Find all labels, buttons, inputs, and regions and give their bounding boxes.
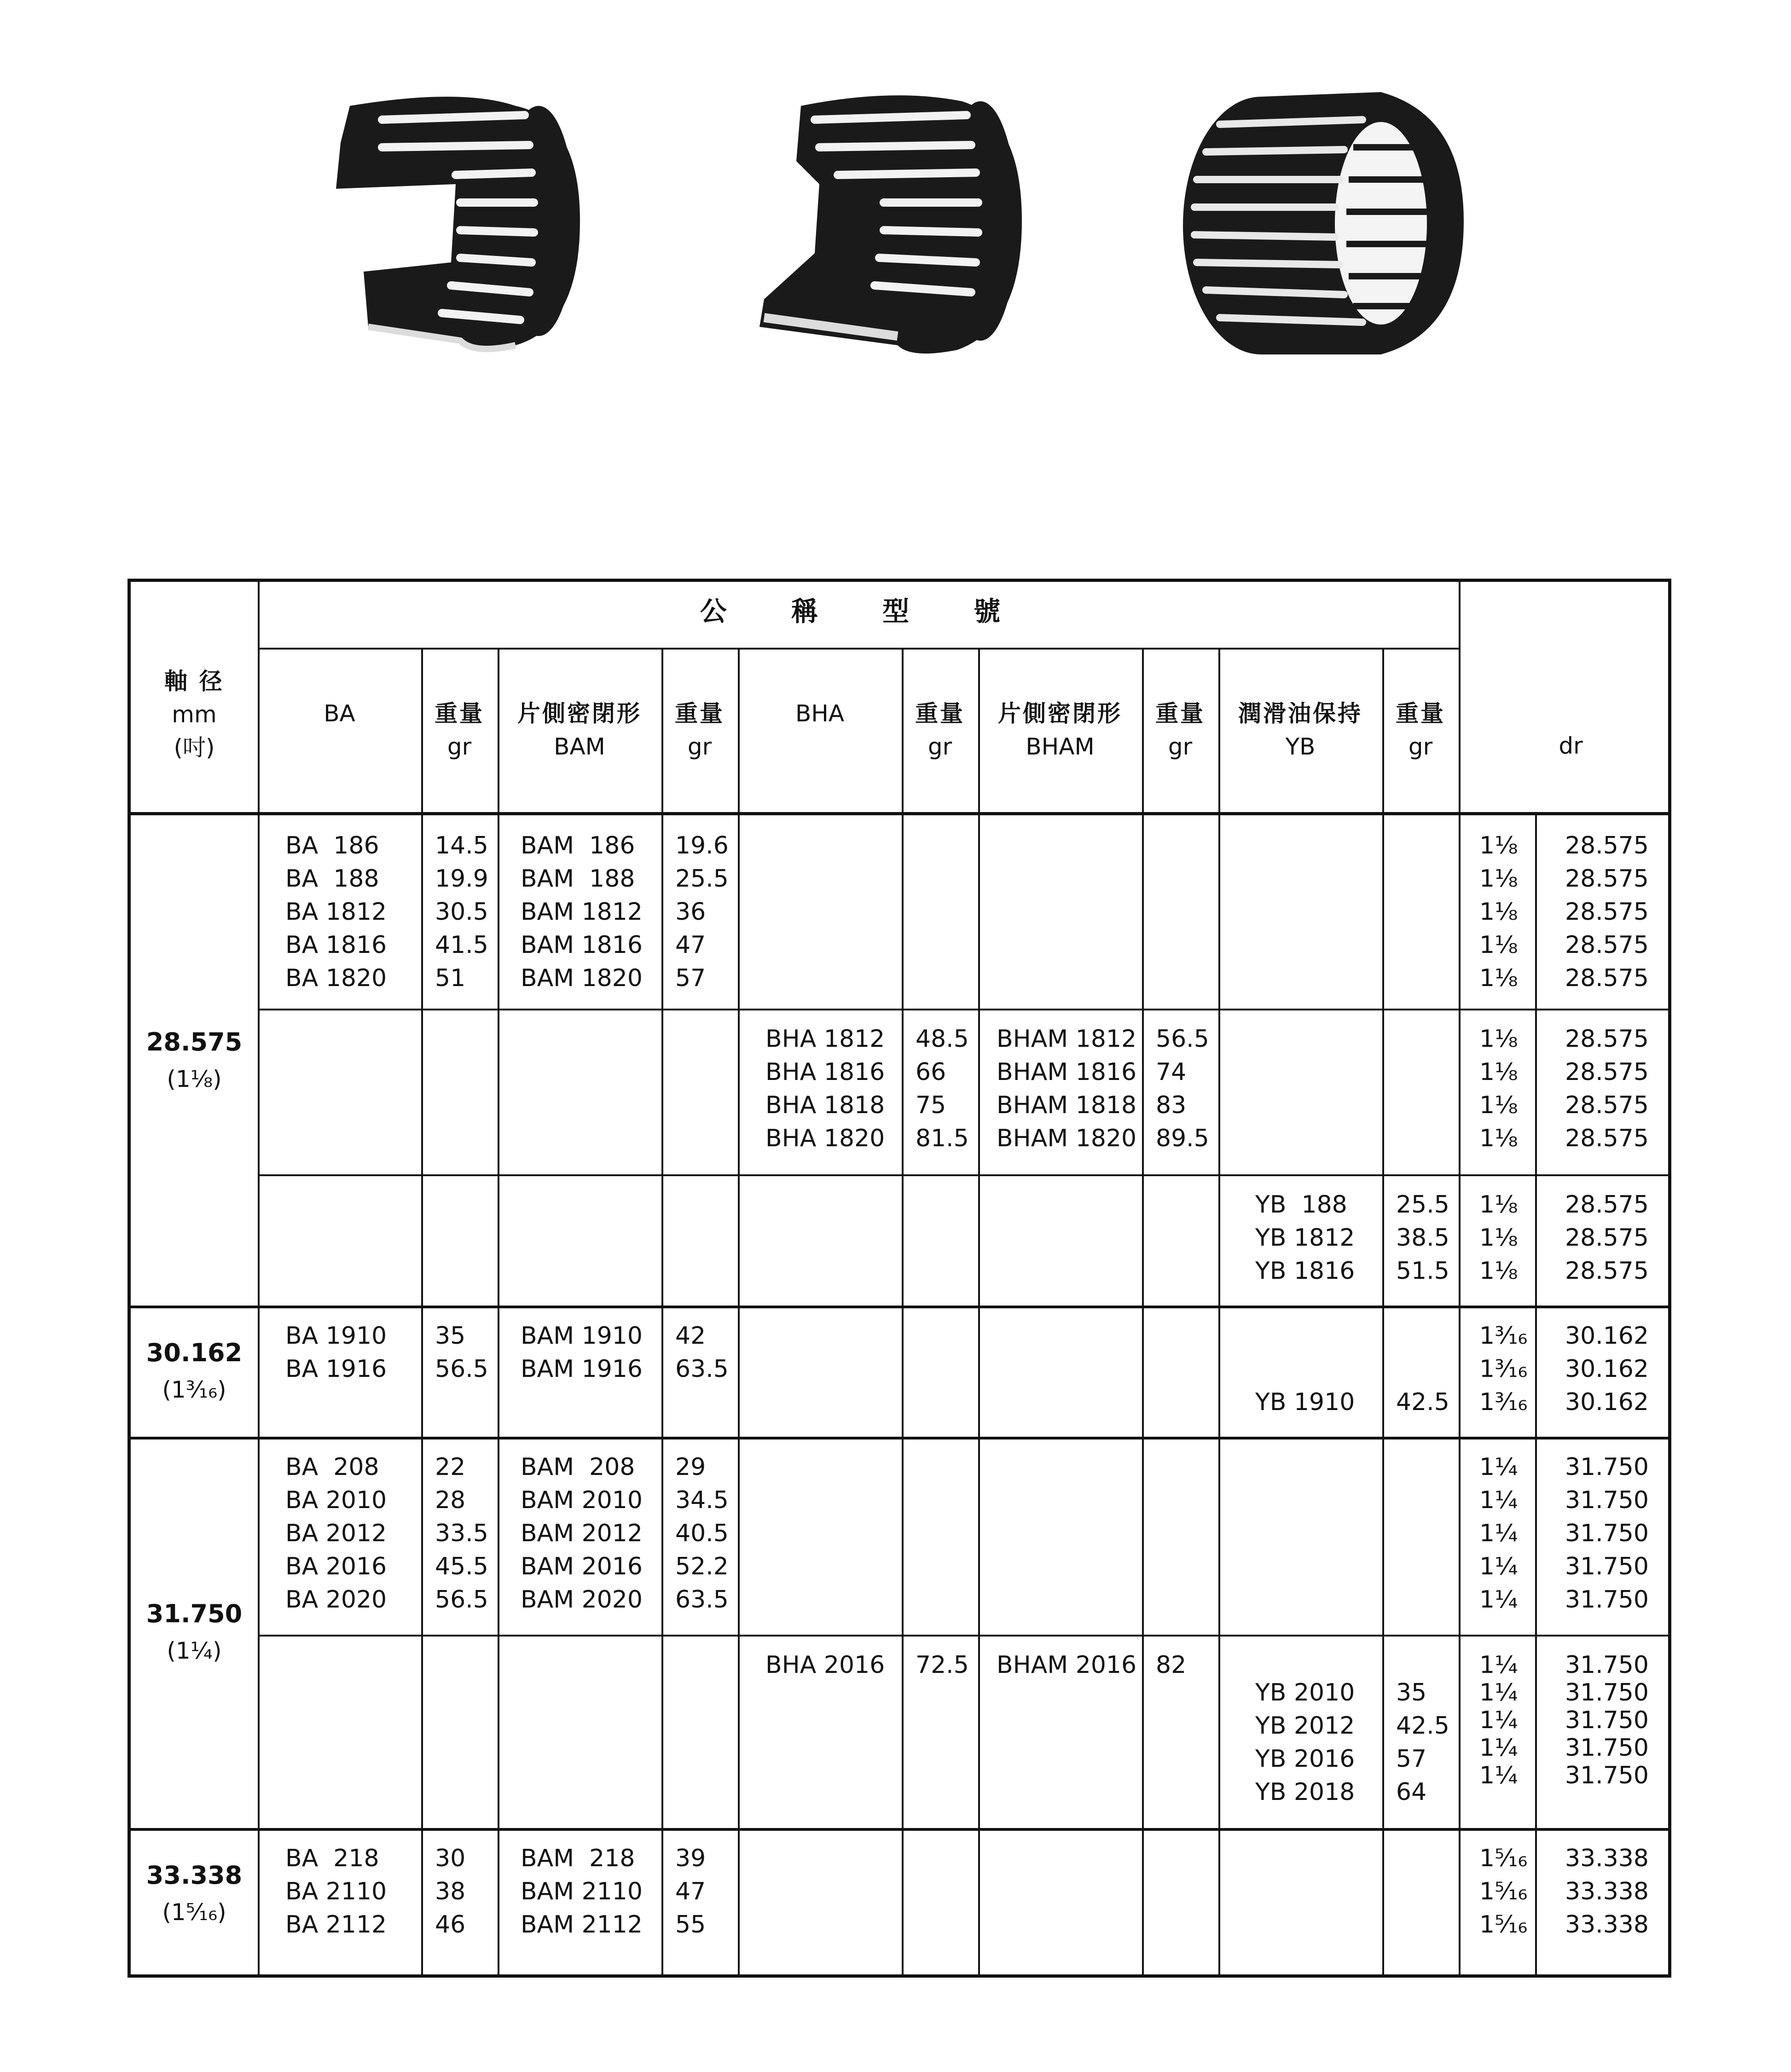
table-rule	[131, 1828, 1668, 1831]
yb-weight-cell	[1396, 1188, 1449, 1288]
cell-line: 28.575	[1565, 1125, 1649, 1152]
cell-line: 57	[1396, 1745, 1427, 1773]
cell-line: 1¼	[1479, 1553, 1518, 1580]
table-rule	[1459, 582, 1461, 1977]
dr-inch-cell	[1479, 829, 1518, 995]
cell-line: 29	[675, 1453, 706, 1481]
ba-cell	[285, 1842, 387, 1941]
cell-line: 1⅛	[1479, 931, 1518, 959]
cell-line: BAM 1916	[521, 1355, 643, 1383]
retainer-bearing-image	[1169, 69, 1464, 368]
dr-inch-cell	[1479, 1648, 1518, 1787]
cell-line: 1⁵⁄₁₆	[1479, 1845, 1528, 1872]
bha-cell	[765, 1648, 885, 1682]
cell-line: YB 2018	[1255, 1778, 1355, 1806]
cell-line: BAM 2112	[521, 1911, 643, 1939]
cell-line: 42.5	[1396, 1388, 1449, 1416]
ba-cell	[285, 1451, 387, 1616]
cell-line: YB 2010	[1255, 1679, 1355, 1706]
cell-line: 51.5	[1396, 1257, 1449, 1285]
shaft-diameter-inch: (1¼)	[167, 1637, 222, 1664]
column-header-bottom: BHAM	[1026, 733, 1095, 760]
cell-line: 40.5	[675, 1520, 729, 1547]
cell-line: 56.5	[435, 1586, 488, 1613]
table-rule	[738, 648, 740, 1977]
cell-line: BAM 2110	[521, 1878, 643, 1905]
cell-line: 28.575	[1565, 1058, 1649, 1086]
cell-line: 1⁵⁄₁₆	[1479, 1878, 1528, 1905]
cell-line: 31.750	[1565, 1586, 1649, 1613]
dr-header: dr	[1559, 732, 1583, 759]
column-header	[978, 697, 1142, 763]
cell-line: BAM 208	[521, 1453, 635, 1481]
table-rule	[978, 648, 980, 1977]
cell-line: BAM 2020	[521, 1586, 643, 1613]
cell-line: 56.5	[435, 1355, 488, 1383]
yb-weight-cell	[1396, 1676, 1449, 1809]
cell-line: 31.750	[1565, 1453, 1649, 1481]
ba-cell	[285, 829, 387, 995]
cell-line: 1³⁄₁₆	[1479, 1388, 1528, 1416]
cell-line: BHA 2016	[765, 1651, 885, 1679]
cell-line: 1⅛	[1479, 1025, 1518, 1053]
yb-cell	[1255, 1386, 1355, 1419]
bam-cell	[521, 1842, 643, 1941]
cell-line: 1¼	[1479, 1651, 1518, 1679]
table-rule	[1142, 648, 1144, 1977]
cell-line: 1⁵⁄₁₆	[1479, 1911, 1528, 1939]
shaft-header-label: 軸 径	[164, 668, 224, 695]
cell-line: 1⅛	[1479, 865, 1518, 893]
cell-line: BAM 2012	[521, 1520, 643, 1547]
cell-line: 57	[675, 964, 706, 992]
bam-cell	[521, 1451, 643, 1616]
cell-line: BHA 1818	[765, 1091, 885, 1119]
cell-line: 1⅛	[1479, 964, 1518, 992]
shaft-header-inch: (吋)	[174, 734, 215, 761]
column-header	[902, 697, 978, 763]
cell-line: 1¼	[1479, 1586, 1518, 1613]
cell-line: BA 1910	[285, 1322, 387, 1350]
cell-line: 38	[435, 1878, 466, 1905]
cell-line: 64	[1396, 1778, 1427, 1806]
cell-line: BHAM 1818	[997, 1091, 1137, 1119]
cell-line: 22	[435, 1453, 466, 1481]
cell-line: 30.162	[1565, 1355, 1649, 1383]
column-header-bottom: BHA	[795, 700, 845, 727]
cell-line: 1⅛	[1479, 1257, 1518, 1285]
shaft-diameter-inch: (1³⁄₁₆)	[162, 1376, 226, 1403]
yb-cell	[1255, 1188, 1355, 1288]
cell-line: 19.6	[675, 832, 729, 859]
ba-weight-cell	[435, 1319, 488, 1386]
cell-line: 72.5	[916, 1651, 969, 1679]
cell-line: 28.575	[1565, 898, 1649, 926]
table-rule	[902, 648, 904, 1977]
dr-inch-cell	[1479, 1188, 1518, 1288]
column-header-top: 重量	[435, 700, 484, 727]
cell-line: BA 2020	[285, 1586, 387, 1613]
cell-line: YB 1812	[1255, 1224, 1355, 1252]
bam-cell	[521, 1319, 643, 1386]
cell-line: 30	[435, 1845, 466, 1872]
bam-weight-cell	[675, 829, 729, 995]
column-header	[258, 697, 421, 730]
dr-inch-cell	[1479, 1022, 1518, 1155]
table-rule	[131, 812, 1668, 815]
cell-line: BAM 2016	[521, 1553, 643, 1580]
dr-mm-cell	[1565, 1022, 1649, 1155]
cell-line: 31.750	[1565, 1553, 1649, 1580]
table-rule	[1218, 648, 1220, 1977]
ba-cell	[285, 1319, 387, 1386]
table-rule	[258, 582, 260, 1977]
cell-line: 81.5	[916, 1125, 969, 1152]
dr-mm-cell	[1565, 1451, 1649, 1616]
dr-inch-cell	[1479, 1842, 1527, 1941]
cell-line: 33.338	[1565, 1911, 1649, 1939]
cell-line: BA 2110	[285, 1878, 387, 1905]
dr-inch-cell	[1479, 1319, 1527, 1419]
specification-table	[128, 579, 1671, 1978]
cell-line: 28.575	[1565, 931, 1649, 959]
cell-line: 47	[675, 1878, 706, 1905]
shaft-diameter	[131, 1857, 258, 1931]
cell-line: 14.5	[435, 832, 488, 859]
cell-line: BAM 218	[521, 1845, 635, 1872]
bham-cell	[997, 1648, 1136, 1682]
cell-line: 36	[675, 898, 706, 926]
cell-line: YB 1816	[1255, 1257, 1355, 1285]
bha-weight-cell	[916, 1022, 969, 1155]
cell-line: 28.575	[1565, 964, 1649, 992]
column-header-top: 片側密閉形	[998, 700, 1122, 727]
cell-line: BAM 188	[521, 865, 635, 893]
column-header-bottom: BAM	[554, 733, 605, 760]
cell-line: 28.575	[1565, 1224, 1649, 1252]
column-header-bottom: YB	[1285, 733, 1316, 760]
cell-line: BAM 1812	[521, 898, 643, 926]
cell-line: 30.162	[1565, 1322, 1649, 1350]
table-rule	[661, 648, 663, 1977]
cell-line: 1⅛	[1479, 1191, 1518, 1219]
shaft-diameter	[131, 1335, 258, 1408]
table-rule	[258, 1635, 1668, 1637]
cell-line: 30.5	[435, 898, 488, 926]
cell-line: 42	[675, 1322, 706, 1350]
cell-line: BHAM 2016	[997, 1651, 1137, 1679]
cell-line: 1⅛	[1479, 832, 1518, 859]
dr-mm-cell	[1565, 1188, 1649, 1288]
cell-line: 31.750	[1565, 1706, 1649, 1734]
dr-mm-cell	[1565, 1648, 1649, 1787]
column-header-bottom: gr	[1408, 733, 1433, 760]
cell-line: YB 2012	[1255, 1712, 1355, 1740]
cell-line: 25.5	[675, 865, 729, 893]
shaft-diameter-mm: 33.338	[146, 1860, 243, 1890]
cell-line: BA 2016	[285, 1553, 387, 1580]
cell-line: BA 1816	[285, 931, 387, 959]
cell-line: 52.2	[675, 1553, 729, 1580]
cell-line: 28.575	[1565, 1257, 1649, 1285]
cell-line: BHA 1820	[765, 1125, 885, 1152]
ba-weight-cell	[435, 829, 488, 995]
cell-line: BA 186	[285, 832, 379, 859]
cell-line: 55	[675, 1911, 706, 1939]
bearing-images	[0, 0, 1791, 414]
column-header-bottom: gr	[447, 733, 472, 760]
cell-line: 25.5	[1396, 1191, 1449, 1219]
table-rule	[1382, 648, 1384, 1977]
cell-line: BA 218	[285, 1845, 379, 1872]
cell-line: 1¼	[1479, 1679, 1518, 1706]
yb-weight-cell	[1396, 1386, 1449, 1419]
closed-end-bearing-image	[746, 69, 1040, 368]
cell-line: BAM 1820	[521, 964, 643, 992]
cell-line: 1¼	[1479, 1734, 1518, 1762]
cell-line: 1³⁄₁₆	[1479, 1322, 1528, 1350]
cell-line: BAM 2010	[521, 1486, 643, 1514]
open-end-bearing-image	[322, 69, 617, 368]
cell-line: 39	[675, 1845, 706, 1872]
cell-line: BA 2010	[285, 1486, 387, 1514]
column-header-top: 重量	[1155, 700, 1205, 727]
cell-line: 41.5	[435, 931, 488, 959]
column-header	[738, 697, 902, 730]
bham-cell	[997, 1022, 1136, 1155]
shaft-diameter-inch: (1⁵⁄₁₆)	[162, 1898, 226, 1926]
cell-line: 1¼	[1479, 1520, 1518, 1547]
cell-line: BA 2012	[285, 1520, 387, 1547]
cell-line: 1⅛	[1479, 1224, 1518, 1252]
cell-line: 28.575	[1565, 1025, 1649, 1053]
cell-line: 1¼	[1479, 1486, 1518, 1514]
table-rule	[1535, 812, 1537, 1977]
cell-line: 33.338	[1565, 1845, 1649, 1872]
cell-line: 63.5	[675, 1586, 729, 1613]
cell-line: 28.575	[1565, 865, 1649, 893]
cell-line: 63.5	[675, 1355, 729, 1383]
cell-line: 75	[916, 1091, 946, 1119]
cell-line: 31.750	[1565, 1679, 1649, 1706]
cell-line: BHAM 1816	[997, 1058, 1137, 1086]
cell-line: 83	[1156, 1091, 1187, 1119]
cell-line: 33.338	[1565, 1878, 1649, 1905]
cell-line: 31.750	[1565, 1762, 1649, 1789]
cell-line: 28	[435, 1486, 466, 1514]
cell-line: 74	[1156, 1058, 1187, 1086]
table-rule	[498, 648, 499, 1977]
table-rule	[258, 1174, 1668, 1176]
bha-weight-cell	[916, 1648, 969, 1682]
cell-line: BA 208	[285, 1453, 379, 1481]
cell-line: BA 1916	[285, 1355, 387, 1383]
cell-line: BA 1812	[285, 898, 387, 926]
cell-line: 28.575	[1565, 832, 1649, 859]
cell-line: BA 1820	[285, 964, 387, 992]
cell-line: 19.9	[435, 865, 488, 893]
cell-line: BAM 1816	[521, 931, 643, 959]
table-rule	[131, 1437, 1668, 1439]
column-header	[661, 697, 738, 763]
dr-mm-cell	[1565, 829, 1649, 995]
bham-weight-cell	[1156, 1648, 1186, 1682]
table-title: 公 稱 型 號	[700, 596, 1028, 627]
column-header-top: 重量	[675, 700, 725, 727]
cell-line: BHAM 1812	[997, 1025, 1137, 1053]
cell-line: BHA 1812	[765, 1025, 885, 1053]
dr-mm-cell	[1565, 1319, 1649, 1419]
cell-line: BAM 186	[521, 832, 635, 859]
table-rule	[421, 648, 423, 1977]
cell-line: BA 188	[285, 865, 379, 893]
cell-line: 30.162	[1565, 1388, 1649, 1416]
shaft-diameter	[131, 1024, 258, 1097]
cell-line: 38.5	[1396, 1224, 1449, 1252]
cell-line: 35	[435, 1322, 466, 1350]
cell-line: 1³⁄₁₆	[1479, 1355, 1528, 1383]
bham-weight-cell	[1156, 1022, 1209, 1155]
column-header	[1382, 697, 1459, 763]
shaft-header	[131, 665, 258, 764]
cell-line: 1⅛	[1479, 1125, 1518, 1152]
cell-line: 31.750	[1565, 1520, 1649, 1547]
ba-weight-cell	[435, 1842, 465, 1941]
column-header-top: 潤滑油保持	[1238, 700, 1362, 727]
cell-line: YB 2016	[1255, 1745, 1355, 1773]
cell-line: BHA 1816	[765, 1058, 885, 1086]
shaft-diameter-mm: 28.575	[146, 1027, 243, 1056]
cell-line: 1⅛	[1479, 898, 1518, 926]
cell-line: 1⅛	[1479, 1058, 1518, 1086]
cell-line: 89.5	[1156, 1125, 1209, 1152]
cell-line: YB 1910	[1255, 1388, 1355, 1416]
cell-line: 48.5	[916, 1025, 969, 1053]
cell-line: 42.5	[1396, 1712, 1449, 1740]
cell-line: 34.5	[675, 1486, 729, 1514]
cell-line: 82	[1156, 1651, 1187, 1679]
table-rule	[258, 1009, 1668, 1010]
cell-line: 56.5	[1156, 1025, 1209, 1053]
cell-line: YB 188	[1255, 1191, 1347, 1219]
cell-line: 45.5	[435, 1553, 488, 1580]
bam-weight-cell	[675, 1319, 729, 1386]
shaft-diameter	[131, 1596, 258, 1669]
cell-line: 31.750	[1565, 1734, 1649, 1762]
cell-line: 47	[675, 931, 706, 959]
yb-cell	[1255, 1676, 1355, 1809]
table-rule	[131, 1306, 1668, 1308]
shaft-diameter-inch: (1⅛)	[167, 1065, 222, 1092]
bha-cell	[765, 1022, 885, 1155]
shaft-diameter-mm: 31.750	[146, 1599, 243, 1628]
cell-line: 31.750	[1565, 1651, 1649, 1679]
cell-line: 1¼	[1479, 1762, 1518, 1789]
column-header	[498, 697, 661, 763]
column-header-top: 重量	[1396, 700, 1445, 727]
column-header-top: 片側密閉形	[517, 700, 642, 727]
cell-line: 1¼	[1479, 1453, 1518, 1481]
bam-weight-cell	[675, 1842, 706, 1941]
cell-line: 31.750	[1565, 1486, 1649, 1514]
cell-line: 28.575	[1565, 1191, 1649, 1219]
cell-line: BA 2112	[285, 1911, 387, 1939]
ba-weight-cell	[435, 1451, 488, 1616]
shaft-header-unit: mm	[172, 701, 217, 728]
column-header-bottom: gr	[927, 733, 952, 760]
dr-inch-cell	[1479, 1451, 1518, 1616]
shaft-diameter-mm: 30.162	[146, 1338, 243, 1367]
column-header	[1142, 697, 1218, 763]
bam-weight-cell	[675, 1451, 729, 1616]
cell-line: 46	[435, 1911, 466, 1939]
table-rule	[258, 648, 1459, 650]
cell-line: 51	[435, 964, 466, 992]
bam-cell	[521, 829, 643, 995]
column-header-bottom: BA	[324, 700, 355, 727]
dr-mm-cell	[1565, 1842, 1649, 1941]
cell-line: BAM 1910	[521, 1322, 643, 1350]
cell-line: 1⅛	[1479, 1091, 1518, 1119]
cell-line: 28.575	[1565, 1091, 1649, 1119]
column-header-top: 重量	[915, 700, 965, 727]
column-header-bottom: gr	[1168, 733, 1193, 760]
column-header-bottom: gr	[687, 733, 712, 760]
cell-line: 1¼	[1479, 1706, 1518, 1734]
column-header	[1218, 697, 1382, 763]
column-header	[421, 697, 498, 763]
cell-line: 35	[1396, 1679, 1427, 1706]
cell-line: BHAM 1820	[997, 1125, 1137, 1152]
cell-line: 33.5	[435, 1520, 488, 1547]
cell-line: 66	[916, 1058, 946, 1086]
